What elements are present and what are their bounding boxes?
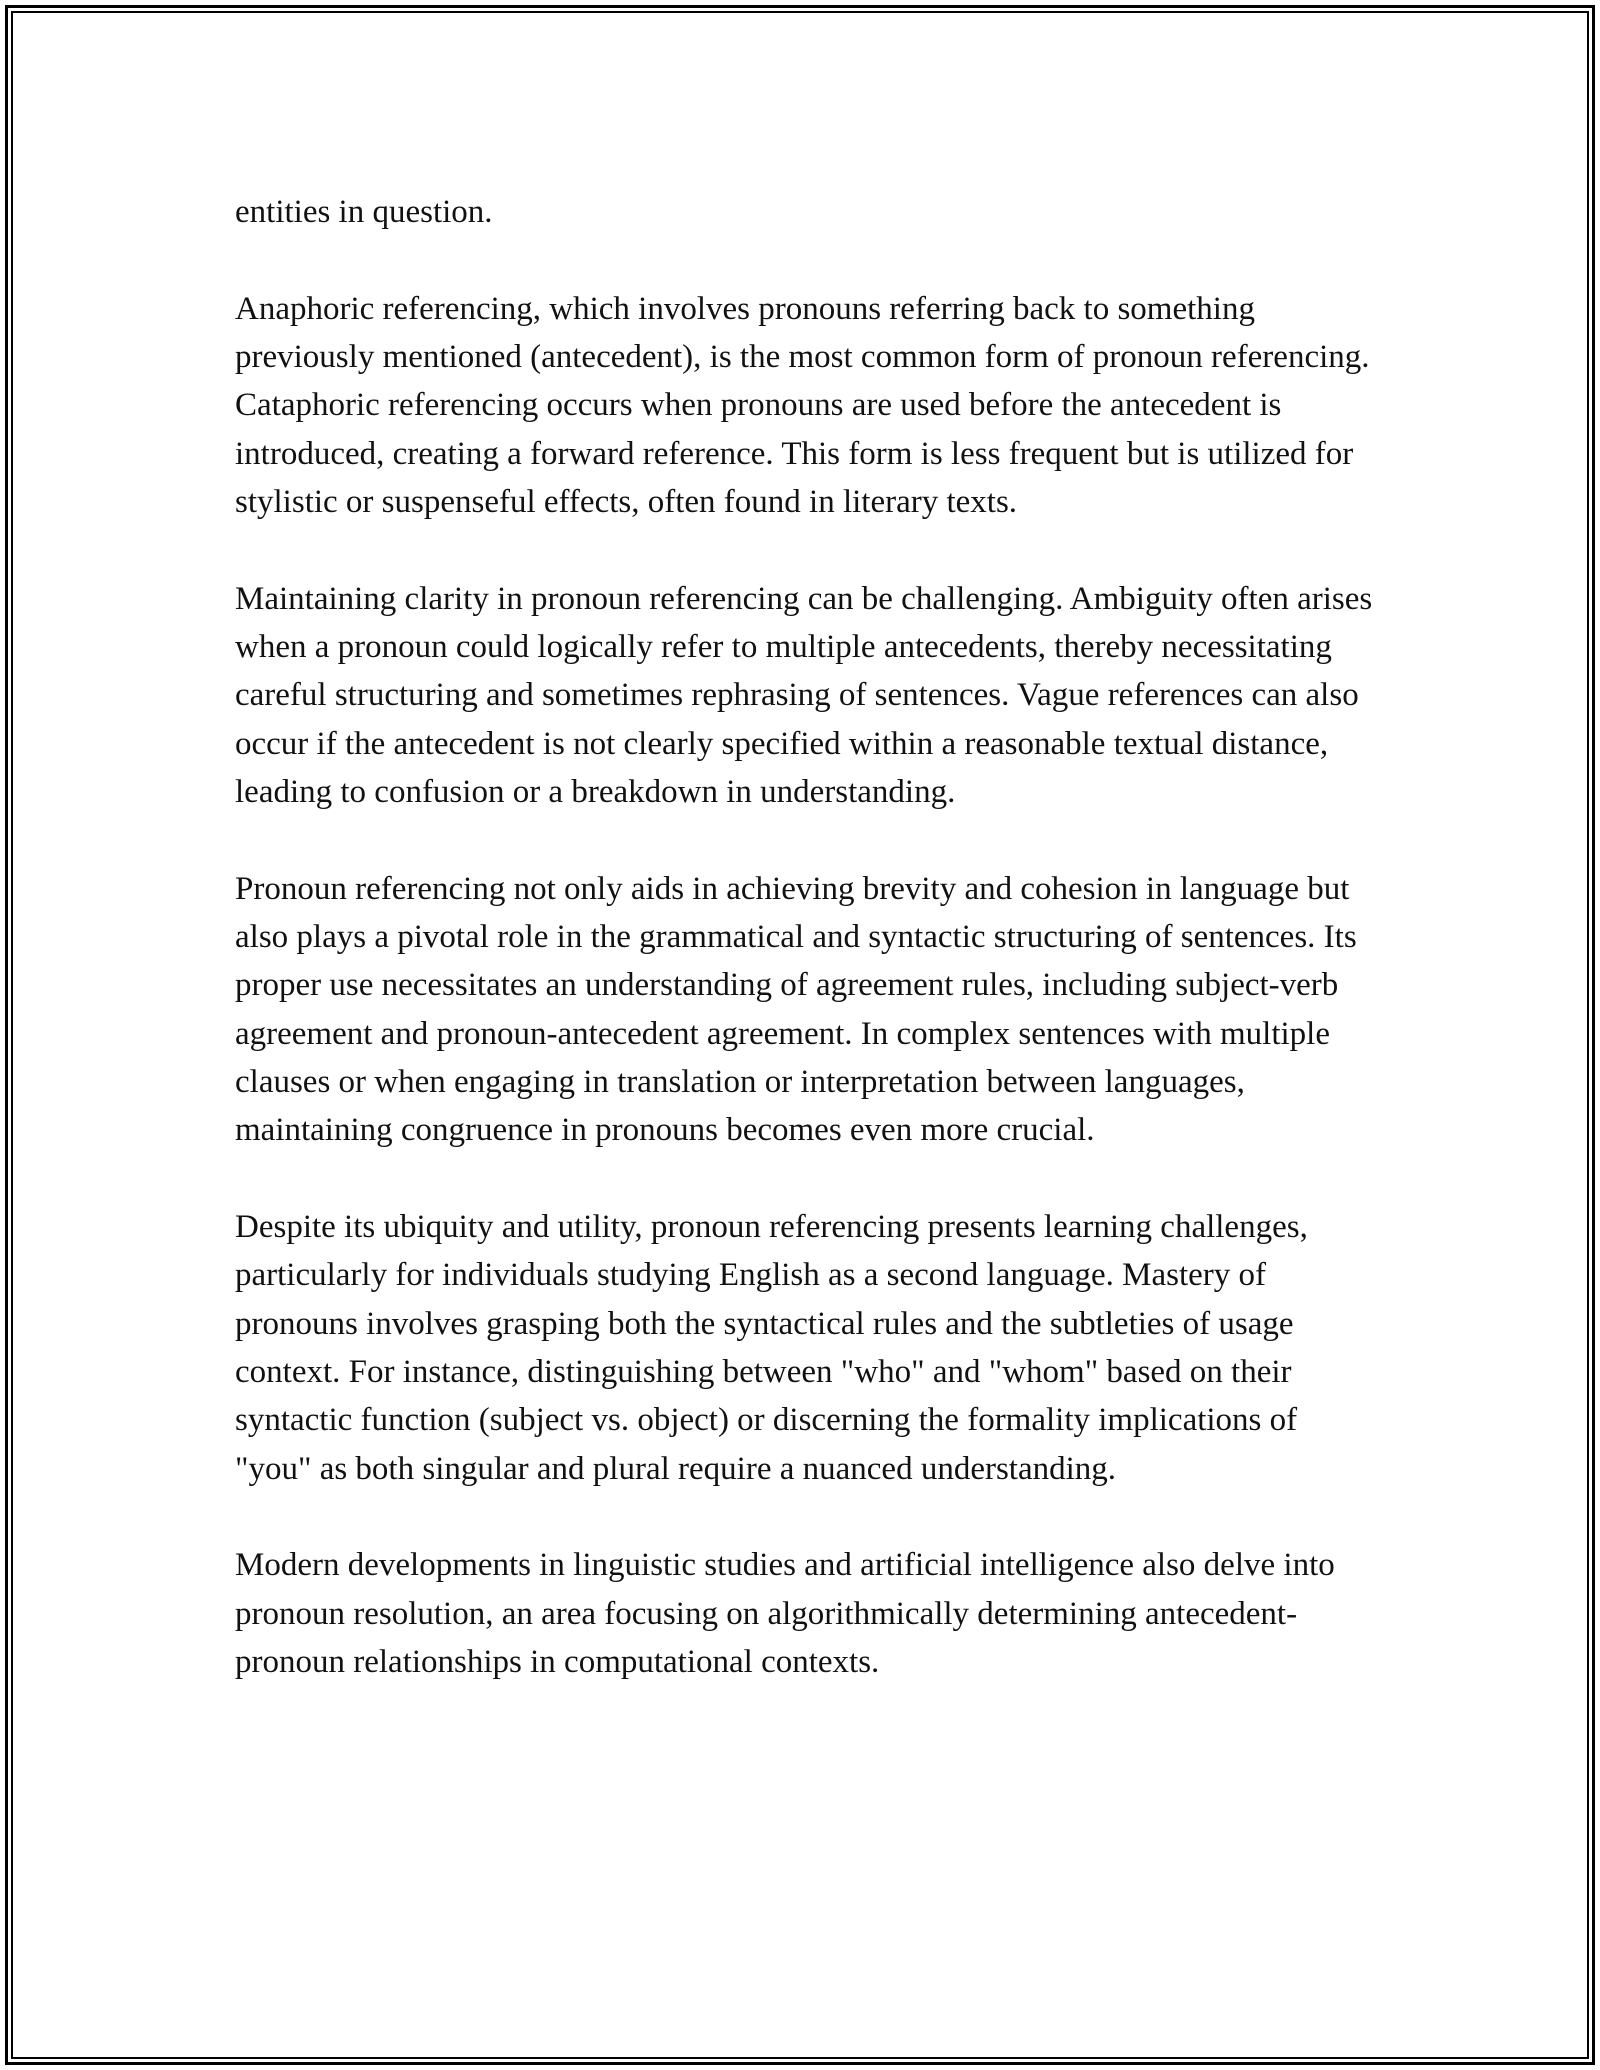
- paragraph-anaphoric-referencing: Anaphoric referencing, which involves pronouns referring back to something previously mentioned (antecedent), is the most common form of pronoun referencing. Cataphoric referencing occurs when pronouns are used before the antecedent is introduced, creating a forward reference. This form is less frequent but is utilized for stylistic or suspenseful effects, often found in literary texts.: [235, 290, 1370, 520]
- paragraph-grammatical-role: Pronoun referencing not only aids in achieving brevity and cohesion in language but also plays a pivotal role in the grammatical and syntactic structuring of sentences. Its proper use necessitates an understanding of agreement rules, including subject-verb agreement and pronoun-antecedent agreement. In complex sentences with multiple clauses or when engaging in translation or interpretation between languages, maintaining congruence in pronouns becomes even more crucial.: [235, 870, 1357, 1149]
- paragraph-continuation: entities in question.: [235, 194, 493, 230]
- paragraph-learning-challenges: Despite its ubiquity and utility, pronoun referencing presents learning challenges, particularly for individuals studying English as a second language. Mastery of pronouns involves grasping both the syntactical rules and the subtleties of usage context. For instance, distinguishing between "who" and "whom" based on their syntactic function (subject vs. object) or discerning the formality implications of "you" as both singular and plural require a nuanced understanding.: [235, 1209, 1308, 1487]
- paragraph-modern-developments: Modern developments in linguistic studies and artificial intelligence also delve into pronoun resolution, an area focusing on algorithmically determining antecedent-pronoun relationships in computational contexts.: [235, 1547, 1335, 1680]
- paragraph-clarity: Maintaining clarity in pronoun referencing can be challenging. Ambiguity often arises when a pronoun could logically refer to multiple antecedents, thereby necessitating careful structuring and sometimes rephrasing of sentences. Vague references can also occur if the antecedent is not clearly specified within a reasonable textual distance, leading to confusion or a breakdown in understanding.: [235, 580, 1373, 810]
- document-body: [235, 188, 1375, 1686]
